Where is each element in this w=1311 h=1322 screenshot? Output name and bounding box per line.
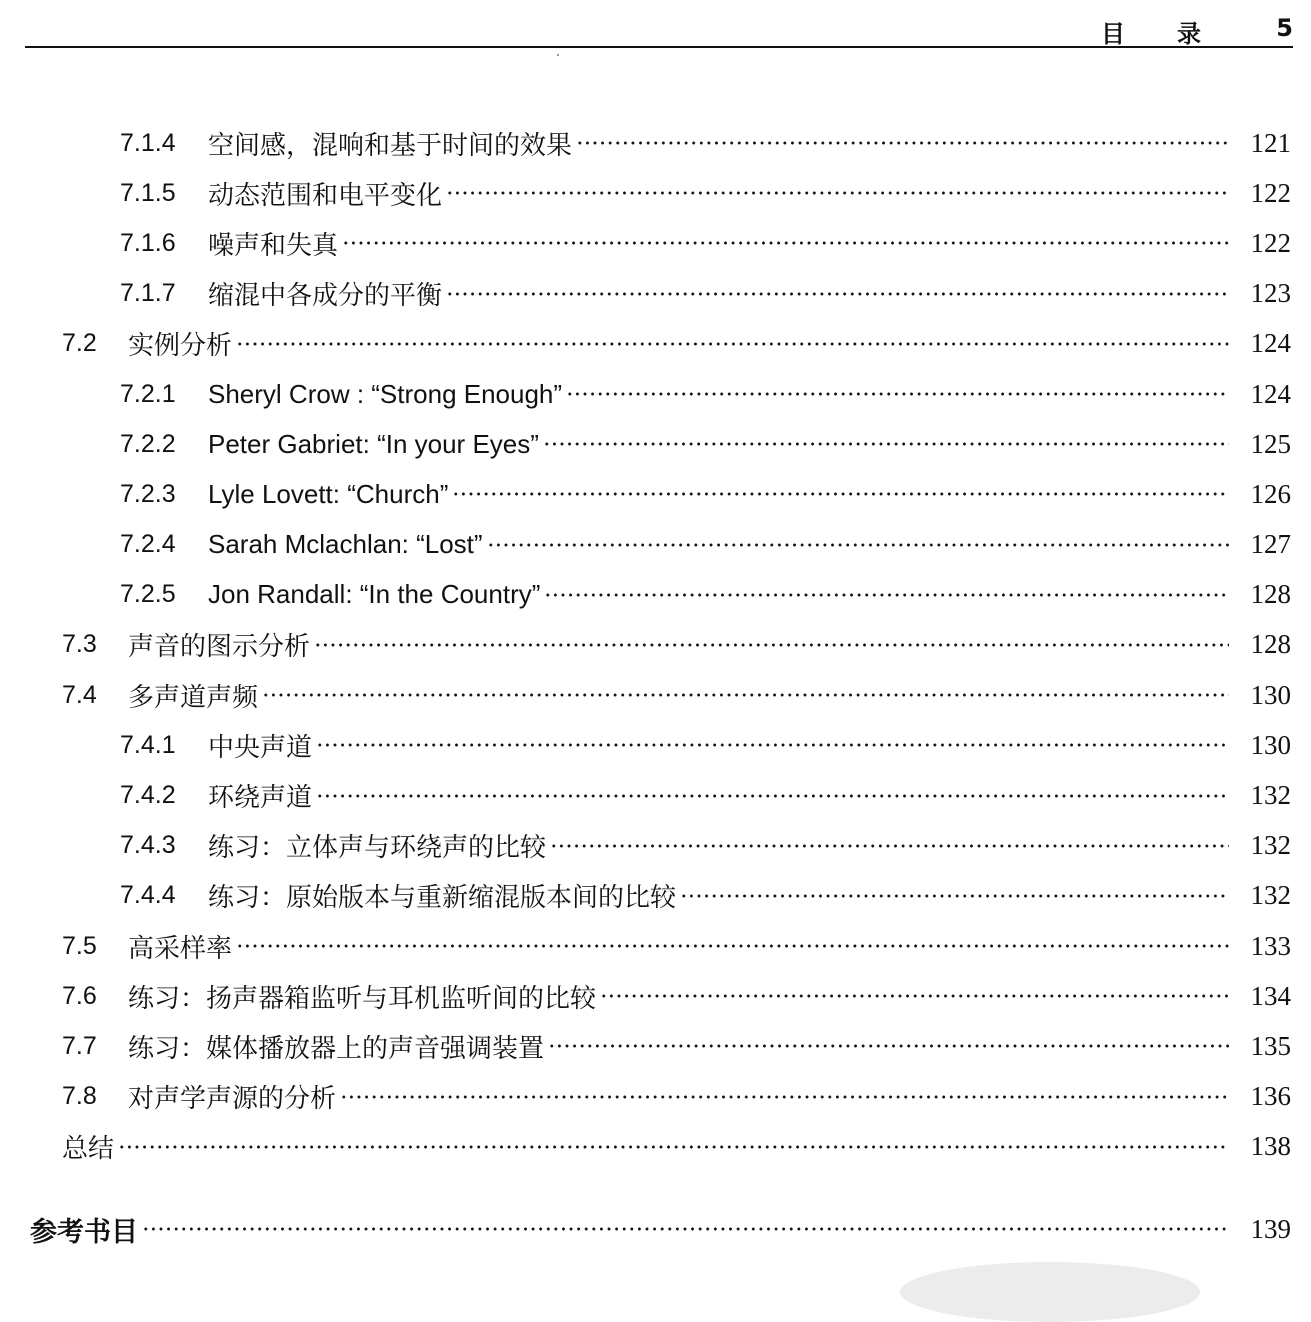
toc-entry-page: 128: [1250, 629, 1291, 660]
dot-leader: [118, 1134, 1229, 1160]
toc-entry-page: 132: [1250, 780, 1291, 811]
dot-leader: [452, 481, 1229, 507]
toc-entry-page: 123: [1250, 278, 1291, 309]
toc-entry-title: 练习：媒体播放器上的声音强调装置: [128, 1033, 545, 1064]
toc-entry-number: 7.1.7: [120, 279, 176, 308]
toc-entry-title: Lyle Lovett: “Church”: [208, 478, 449, 509]
toc-entry-title: Sheryl Crow : “Strong Enough”: [208, 378, 563, 409]
toc-entry-number: 7.4: [62, 680, 97, 709]
toc-entry-title: 声音的图示分析: [128, 632, 311, 663]
dot-leader: [544, 582, 1229, 608]
toc-entry-page: 125: [1250, 428, 1291, 459]
toc-entry-page: 138: [1250, 1131, 1291, 1162]
toc-entry-title: 总结: [62, 1134, 115, 1165]
toc-entry[interactable]: [0, 921, 1311, 971]
toc-entry-page: 132: [1250, 830, 1291, 861]
toc-entry-title: 参考书目: [30, 1216, 138, 1248]
toc-entry-page: 122: [1250, 177, 1291, 208]
toc-entry-title: 动态范围和电平变化: [208, 180, 443, 211]
toc-entry-page: 133: [1250, 930, 1291, 961]
toc-entry-title: 空间感，混响和基于时间的效果: [208, 130, 573, 161]
toc-entry[interactable]: [0, 570, 1311, 620]
toc-entry-number: 7.8: [62, 1082, 97, 1111]
toc-entry-title: Jon Randall: “In the Country”: [208, 579, 541, 610]
toc-entry-title: 对声学声源的分析: [128, 1084, 337, 1115]
toc-entry-number: 7.2.5: [120, 580, 176, 609]
toc-entry-page: 124: [1250, 328, 1291, 359]
toc-entry-page: 136: [1250, 1081, 1291, 1112]
toc-entry-page: 135: [1250, 1030, 1291, 1061]
toc-entry[interactable]: [0, 218, 1311, 268]
page-header: [25, 10, 1293, 48]
toc-entry-number: 7.2.3: [120, 479, 176, 508]
header-title: 目录: [1101, 20, 1253, 48]
toc-entry[interactable]: [0, 971, 1311, 1021]
table-of-contents: [0, 118, 1311, 1172]
toc-entry[interactable]: [0, 821, 1311, 871]
toc-entry-title: 噪声和失真: [208, 230, 339, 261]
toc-entry[interactable]: [0, 269, 1311, 319]
toc-entry[interactable]: [0, 871, 1311, 921]
dot-leader: [550, 833, 1229, 859]
toc-entry-title: Peter Gabriet: “In your Eyes”: [208, 428, 539, 459]
toc-entry[interactable]: [0, 620, 1311, 670]
toc-entry[interactable]: [0, 419, 1311, 469]
toc-entry-page: 124: [1250, 378, 1291, 409]
toc-entry-number: 7.7: [62, 1031, 97, 1060]
toc-entry-title: 实例分析: [128, 331, 233, 362]
dot-leader: [446, 281, 1229, 307]
toc-entry[interactable]: [0, 720, 1311, 770]
toc-entry-number: 7.1.5: [120, 178, 176, 207]
toc-entry-title: 练习：原始版本与重新缩混版本间的比较: [208, 883, 677, 914]
dot-leader: [680, 883, 1229, 909]
toc-entry[interactable]: [0, 520, 1311, 570]
toc-entry-number: 7.4.1: [120, 730, 176, 759]
toc-entry-title: 中央声道: [208, 732, 313, 763]
toc-entry-number: 7.4.4: [120, 881, 176, 910]
toc-entry-page: 139: [1250, 1213, 1291, 1244]
dot-leader: [316, 732, 1229, 758]
dot-leader: [236, 331, 1229, 357]
dot-leader: [543, 431, 1229, 457]
toc-entry[interactable]: [0, 369, 1311, 419]
toc-entry-number: 7.4.2: [120, 781, 176, 810]
toc-entry-number: 7.6: [62, 981, 97, 1010]
toc-entry-page: 130: [1250, 679, 1291, 710]
toc-entry[interactable]: [0, 1122, 1311, 1172]
dot-leader: [340, 1084, 1229, 1110]
toc-entry-page: 134: [1250, 980, 1291, 1011]
scan-smudge: [900, 1262, 1200, 1322]
toc-entry-page: 130: [1250, 729, 1291, 760]
toc-entry-bibliography[interactable]: [0, 1203, 1311, 1255]
toc-entry[interactable]: [0, 469, 1311, 519]
toc-entry-number: 7.2.4: [120, 530, 176, 559]
toc-entry-title: Sarah Mclachlan: “Lost”: [208, 529, 483, 560]
dot-leader: [548, 1033, 1229, 1059]
dot-leader: [576, 130, 1229, 156]
dot-leader: [446, 180, 1229, 206]
toc-entry-page: 128: [1250, 579, 1291, 610]
toc-entry-number: 7.3: [62, 630, 97, 659]
toc-entry-number: 7.1.6: [120, 228, 176, 257]
toc-entry[interactable]: [0, 1021, 1311, 1071]
scan-speck: [557, 54, 559, 56]
toc-entry-page: 122: [1250, 227, 1291, 258]
toc-entry[interactable]: [0, 1072, 1311, 1122]
toc-entry-page: 127: [1250, 529, 1291, 560]
toc-entry[interactable]: [0, 770, 1311, 820]
toc-entry-number: 7.2.2: [120, 429, 176, 458]
toc-entry-title: 练习：立体声与环绕声的比较: [208, 833, 547, 864]
dot-leader: [600, 983, 1229, 1009]
dot-leader: [314, 632, 1229, 658]
dot-leader: [487, 532, 1229, 558]
toc-entry-title: 练习：扬声器箱监听与耳机监听间的比较: [128, 983, 597, 1014]
toc-entry-number: 7.2.1: [120, 379, 176, 408]
toc-entry-title: 环绕声道: [208, 783, 313, 814]
dot-leader: [236, 933, 1229, 959]
dot-leader: [142, 1216, 1229, 1242]
toc-entry-number: 7.2: [62, 329, 97, 358]
dot-leader: [262, 682, 1229, 708]
toc-entry[interactable]: [0, 168, 1311, 218]
dot-leader: [342, 230, 1229, 256]
toc-entry[interactable]: [0, 670, 1311, 720]
toc-entry-page: 126: [1250, 478, 1291, 509]
toc-entry-page: 132: [1250, 880, 1291, 911]
header-page-number: 5: [1276, 14, 1293, 42]
dot-leader: [566, 381, 1229, 407]
toc-entry[interactable]: [0, 118, 1311, 168]
toc-entry[interactable]: [0, 319, 1311, 369]
toc-entry-number: 7.4.3: [120, 831, 176, 860]
toc-entry-page: 121: [1250, 127, 1291, 158]
dot-leader: [316, 783, 1229, 809]
toc-entry-number: 7.1.4: [120, 128, 176, 157]
toc-entry-number: 7.5: [62, 931, 97, 960]
toc-entry-title: 高采样率: [128, 933, 233, 964]
toc-entry-title: 多声道声频: [128, 682, 259, 713]
toc-entry-title: 缩混中各成分的平衡: [208, 281, 443, 312]
